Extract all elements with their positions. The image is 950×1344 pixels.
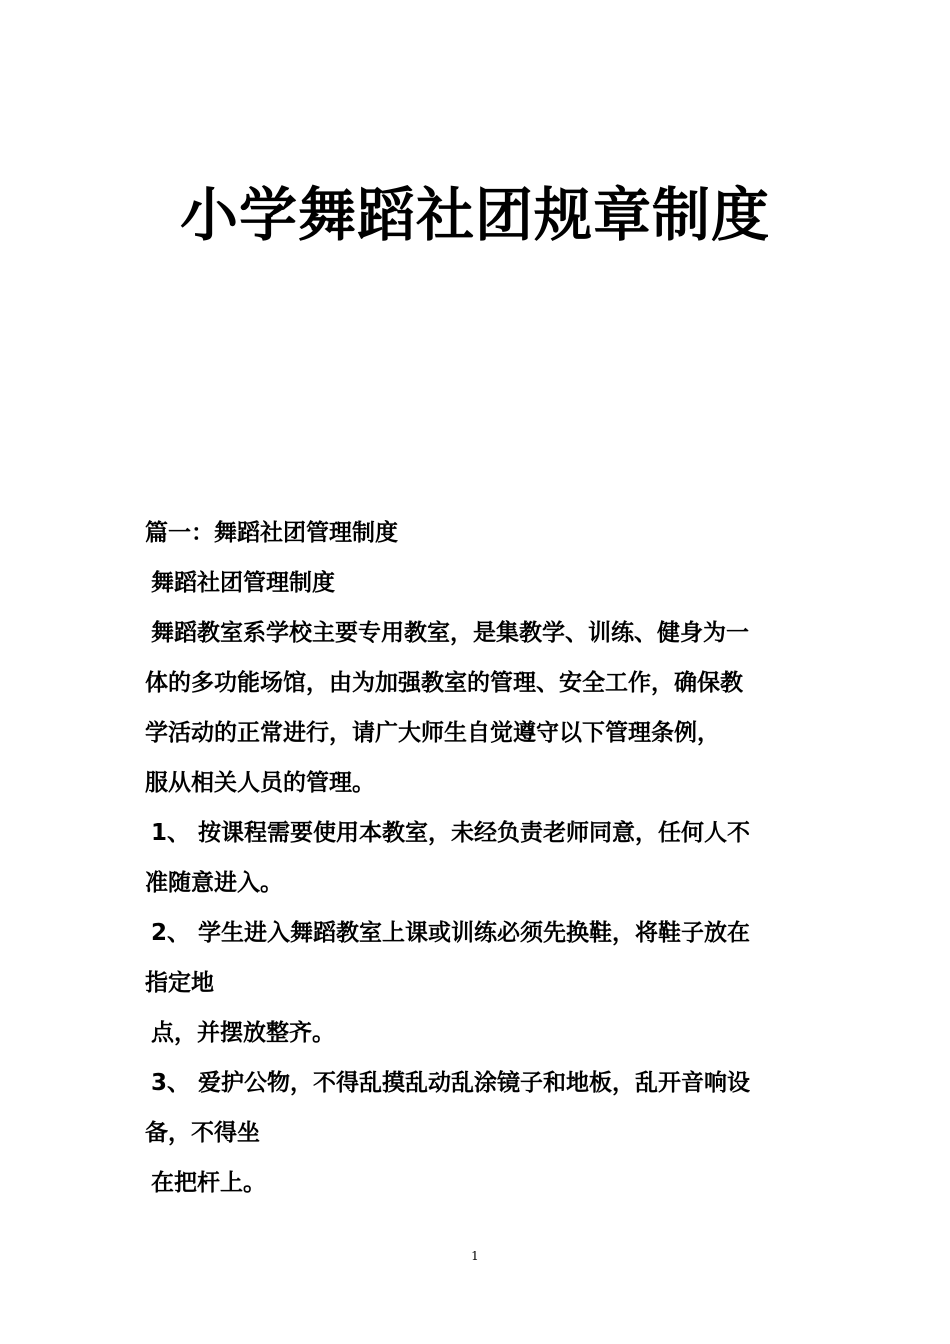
rule-item-3-continued: 备，不得坐: [145, 1120, 260, 1146]
rule-item-3: 3、 爱护公物，不得乱摸乱动乱涂镜子和地板，乱开音响设: [151, 1070, 751, 1096]
page-number: 1: [471, 1249, 479, 1263]
rule-item-2-continued: 指定地: [145, 970, 214, 996]
paragraph-line: 学活动的正常进行，请广大师生自觉遵守以下管理条例，: [145, 720, 720, 746]
rule-item-2: 2、 学生进入舞蹈教室上课或训练必须先换鞋，将鞋子放在: [151, 920, 751, 946]
rule-item-2-continued: 点，并摆放整齐。: [151, 1020, 335, 1046]
document-title: 小学舞蹈社团规章制度: [179, 181, 770, 249]
rule-item-1-continued: 准随意进入。: [145, 870, 283, 896]
paragraph-line: 服从相关人员的管理。: [145, 770, 375, 796]
paragraph-line: 舞蹈教室系学校主要专用教室，是集教学、训练、健身为一: [151, 620, 749, 646]
subsection-heading: 舞蹈社团管理制度: [151, 570, 335, 596]
rule-item-1: 1、 按课程需要使用本教室，未经负责老师同意，任何人不: [151, 820, 751, 846]
document-body: [145, 508, 810, 1208]
section-heading: 篇一：舞蹈社团管理制度: [145, 520, 398, 546]
rule-item-3-continued: 在把杆上。: [151, 1170, 266, 1196]
paragraph-line: 体的多功能场馆，由为加强教室的管理、安全工作，确保教: [145, 670, 743, 696]
